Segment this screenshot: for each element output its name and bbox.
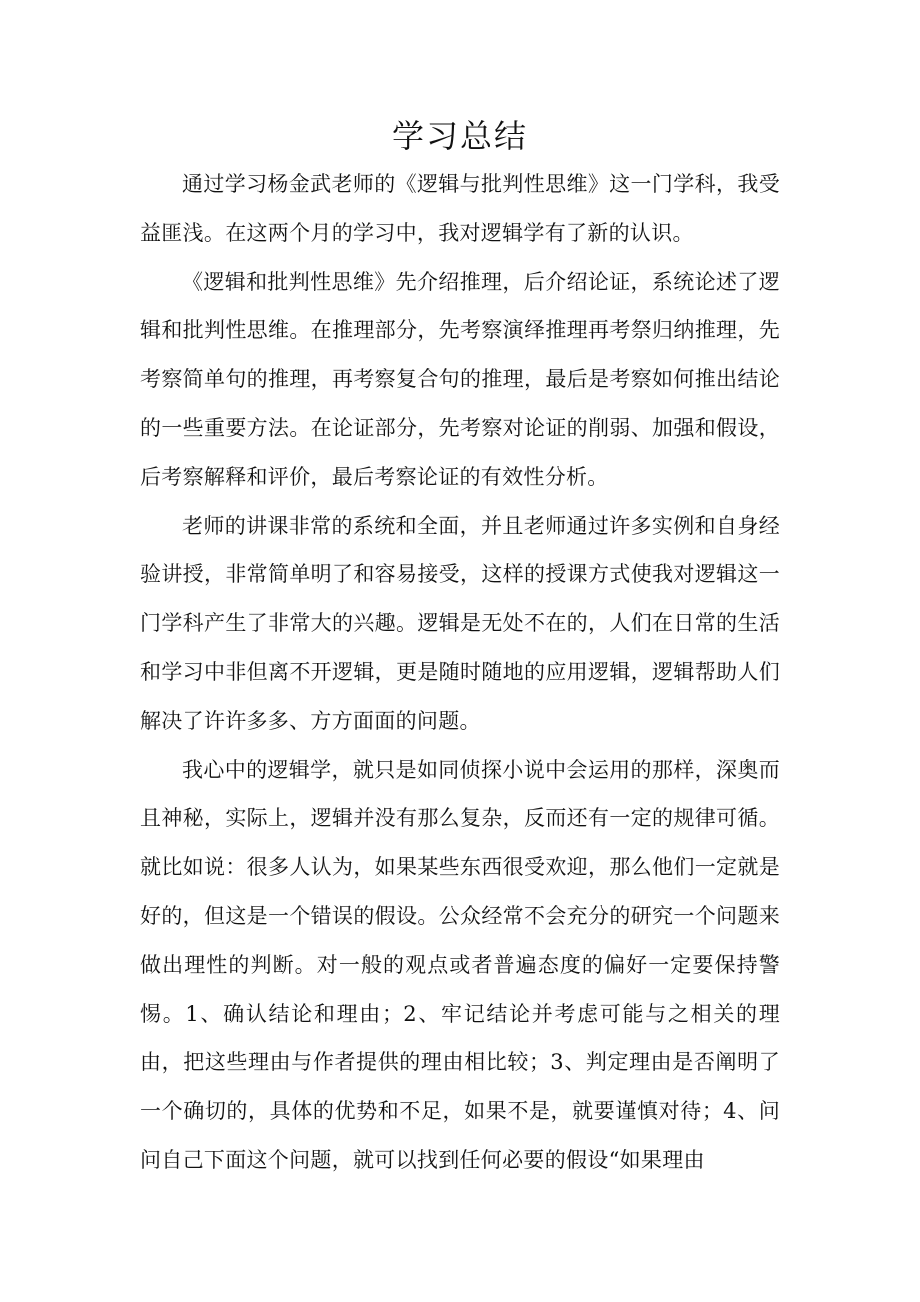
document-body: [140, 160, 780, 1185]
paragraph-4: 我心中的逻辑学，就只是如同侦探小说中会运用的那样，深奥而且神秘，实际上，逻辑并没有那么复杂，反而还有一定的规律可循。就比如说：很多人认为，如果某些东西很受欢迎，那么他们一定就是好的，但这是一个错误的假设。公众经常不会充分的研究一个问题来做出理性的判断。对一般的观点或者普遍态度的偏好一定要保持警惕。1、确认结论和理由；2、牢记结论并考虑可能与之相关的理由，把这些理由与作者提供的理由相比较；3、判定理由是否阐明了一个确切的，具体的优势和不足，如果不是，就要谨慎对待；4、问问自己下面这个问题，就可以找到任何必要的假设“如果理由: [140, 757, 780, 1172]
paragraph-2: 《逻辑和批判性思维》先介绍推理，后介绍论证，系统论述了逻辑和批判性思维。在推理部分，先考察演绎推理再考祭归纳推理，先考察简单句的推理，再考察复合句的推理，最后是考察如何推出结论的一些重要方法。在论证部分，先考察对论证的削弱、加强和假设，后考察解释和评价，最后考察论证的有效性分析。: [140, 269, 780, 489]
paragraph-1: 通过学习杨金武老师的《逻辑与批判性思维》这一门学科，我受益匪浅。在这两个月的学习中，我对逻辑学有了新的认识。: [140, 172, 780, 245]
paragraph-3: 老师的讲课非常的系统和全面，并且老师通过许多实例和自身经验讲授，非常简单明了和容易接受，这样的授课方式使我对逻辑这一门学科产生了非常大的兴趣。逻辑是无处不在的，人们在日常的生活和学习中非但离不开逻辑，更是随时随地的应用逻辑，逻辑帮助人们解决了许许多多、方方面面的问题。: [140, 513, 780, 733]
document-title: 学习总结: [391, 117, 528, 155]
